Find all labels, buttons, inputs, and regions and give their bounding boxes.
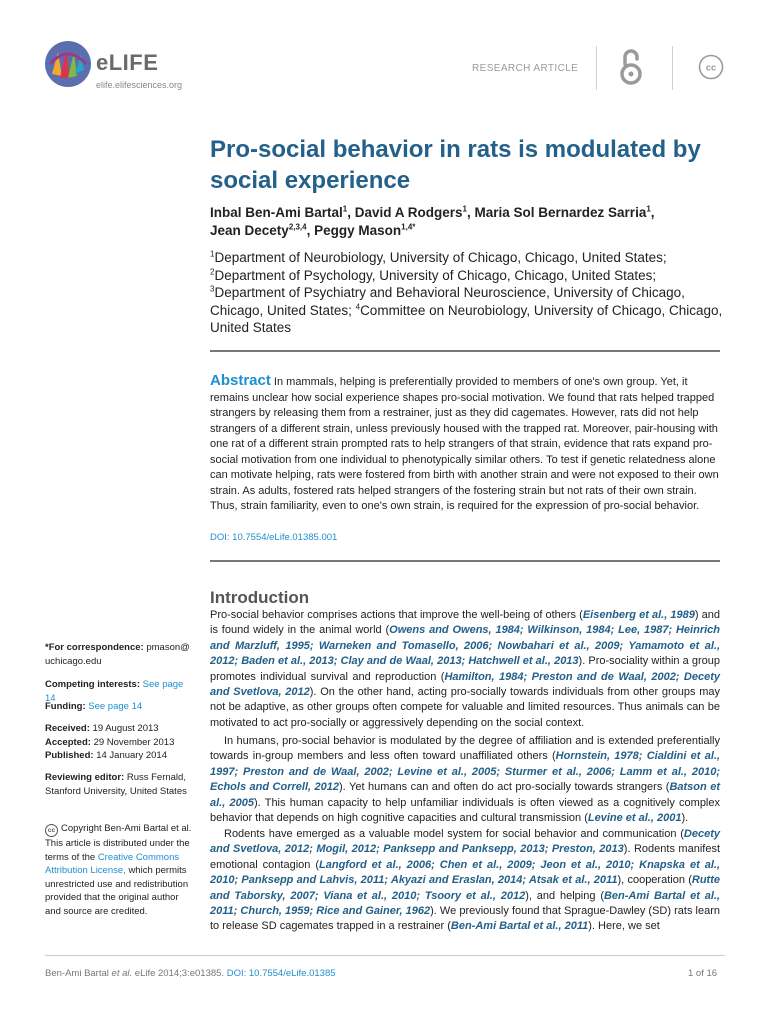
author-affiliation-mark: 1,4* (401, 222, 416, 232)
citation-link[interactable]: Rutte and Taborsky, 2007; Viana et al., 2010; Tsoory et al., 2012 (210, 874, 720, 902)
funding-link[interactable]: See page 14 (88, 701, 143, 712)
citation-link[interactable]: Langford et al., 2006; Chen et al., 2009; Jeon et al., 2010; Knapska et al., 2010; Panksepp and Lahvis, 2011; Akyazi and Eraslan, 2014; Atsak et al., 2011 (210, 858, 720, 887)
body-text: ). (681, 812, 689, 825)
license-link[interactable]: Creative Commons Attribution License, (45, 851, 180, 876)
affiliation-mark: 3 (210, 284, 215, 294)
header-divider (596, 46, 597, 90)
correspondence-note: *For correspondence: pmason@ uchicago.edu (45, 642, 190, 667)
body-text: ). Here, we set (588, 920, 660, 933)
introduction-heading: Introduction (210, 588, 310, 607)
affiliation-mark: 1 (210, 249, 215, 259)
elife-logo-icon (44, 40, 92, 88)
header-divider (672, 46, 673, 90)
reviewing-editor: Reviewing editor: Russ Fernald, Stanford University, United States (45, 772, 187, 797)
author-affiliation-mark: 1 (462, 204, 467, 214)
body-text: ) and is found widely in the animal world ( (210, 609, 720, 637)
cc-small-icon: cc (45, 824, 58, 837)
body-text: ). This human capacity to help unfamiliar individuals is often viewed as a cognitively complex behavior that depends on high cognitive capacities and cultural transmission ( (210, 796, 720, 825)
competing-interests-link[interactable]: See page 14 (45, 679, 184, 704)
intro-paragraph-3 (210, 827, 720, 935)
brand-name: eLIFE (96, 50, 159, 75)
body-text: ), and helping ( (525, 889, 604, 902)
copyright-notice: cc Copyright Ben-Ami Bartal et al. This article is distributed under the terms of the Creative Commons Attribution License, which permits unrestricted use and redistribution provided that the original author and source are credited. (45, 823, 192, 917)
article-title: Pro-social behavior in rats is modulated by social experience (210, 136, 701, 194)
citation-link[interactable]: Batson et al., 2005 (210, 781, 720, 809)
page-number: 1 of 16 (688, 968, 718, 979)
svg-text:cc: cc (705, 62, 717, 74)
body-text: ). We previously found that Sprague-Dawley (SD) rats learn to release SD cagemates trapped in a restrainer ( (210, 905, 720, 933)
author-name: Peggy Mason (314, 223, 402, 238)
body-text: ), cooperation ( (617, 874, 692, 887)
citation-link[interactable]: Ben-Ami Bartal et al., 2011 (450, 920, 589, 933)
body-text: ). Yet humans can and often do act pro-socially towards strangers ( (339, 781, 670, 794)
author-name: Jean Decety (210, 223, 289, 238)
brand-url[interactable]: elife.elifesciences.org (96, 80, 183, 90)
citation-link[interactable]: Hornstein, 1978; Cialdini et al., 1997; Preston and de Waal, 2002; Levine et al., 2005; Sturmer et al., 2006; Lamm et al., 2010; Echols and Correll, 2012 (210, 750, 720, 794)
citation-link[interactable]: Levine et al., 2001 (587, 812, 682, 825)
footer-citation: Ben-Ami Bartal et al. eLife 2014;3:e01385. DOI: 10.7554/eLife.01385 (45, 968, 336, 979)
funding: Funding: See page 14 (45, 701, 143, 712)
intro-paragraph-1 (210, 608, 720, 731)
publication-dates: Received: 19 August 2013 Accepted: 29 November 2013 Published: 14 January 2014 (45, 723, 175, 761)
citation-link[interactable]: Owens and Owens, 1984; Wilkinson, 1984; Lee, 1987; Heinrich and Marzluff, 1995; Warneken and Tomasello, 2006; Nowbahari et al., 2009; Yamamoto et al., 2012; Baden et al., 2013; Clay and de Waal, 2013; Hatchwell et al., 2013 (210, 624, 721, 668)
footer-doi-link[interactable]: DOI: 10.7554/eLife.01385 (226, 968, 336, 979)
section-divider (210, 560, 720, 562)
author-name: Maria Sol Bernardez Sarria (474, 205, 647, 220)
citation-link[interactable]: Hamilton, 1984; Preston and de Waal, 2002; Decety and Svetlova, 2012 (210, 670, 721, 699)
correspondence-email[interactable]: pmason@ uchicago.edu (45, 642, 190, 667)
author-affiliation-mark: 1 (342, 204, 348, 214)
author-list: Inbal Ben-Ami Bartal$^1$, David A Rodgers$^1$, Maria Sol Bernardez Sarria$^1$, Jean Decety$^{2,3,4}$, Peggy Mason$^{1,4*}$ (210, 204, 655, 238)
abstract-doi-link[interactable]: DOI: 10.7554/eLife.01385.001 (210, 532, 338, 543)
footer-divider (45, 955, 725, 956)
body-text: ). Rodents manifest emotional contagion ( (210, 843, 721, 871)
author-name: Inbal Ben-Ami Bartal (210, 205, 343, 220)
affiliation-mark: 2 (210, 267, 215, 276)
citation-link[interactable]: Decety and Svetlova, 2012; Mogil, 2012; Panksepp and Panksepp, 2013; Preston, 2013 (210, 828, 720, 856)
body-text: ). Pro-sociality within a group promotes individual survival and reproduction ( (210, 655, 720, 683)
abstract-heading: Abstract (210, 372, 271, 389)
abstract-block (210, 373, 720, 515)
affiliation-mark: 4 (355, 302, 361, 311)
affiliation-text: Department of Neurobiology, University of Chicago, Chicago, United States; (214, 250, 667, 265)
affiliation-text: Department of Psychology, University of Chicago, Chicago, United States; (214, 267, 657, 283)
affiliation-text: Committee on Neurobiology, University of Chicago, Chicago, United States (210, 302, 723, 335)
citation-link[interactable]: Ben-Ami Bartal et al., 2011; Church, 1959; Rice and Gainer, 1962 (210, 889, 720, 918)
section-divider (210, 350, 720, 352)
article-type-label: RESEARCH ARTICLE (472, 63, 579, 74)
author-name: David A Rodgers (354, 205, 463, 220)
affiliation-list (210, 249, 730, 337)
affiliation-text: Department of Psychiatry and Behavioral Neuroscience, University of Chicago, Chicago, United States; (210, 285, 685, 318)
author-affiliation-mark: 1 (646, 204, 651, 214)
citation-link[interactable]: Eisenberg et al., 1989 (582, 609, 695, 621)
author-affiliation-mark: 2,3,4 (288, 222, 307, 232)
body-text: In humans, pro-social behavior is modulated by the degree of affiliation and is extended preferentially towards in-group members and less often toward unaffiliated others ( (210, 735, 720, 763)
body-text: Pro-social behavior comprises actions that improve the well-being of others ( (210, 609, 583, 621)
intro-paragraph-2 (210, 734, 720, 826)
body-text: ). On the other hand, acting pro-socially towards individuals from other groups may not be adaptive, as other groups often compete for valuable and limited resources. Thus animals can be motivated to act pro-socially or aggressively depending on the social context. (210, 686, 720, 729)
competing-interests: Competing interests: See page 14 (45, 679, 184, 704)
creative-commons-icon (698, 54, 724, 80)
abstract-text: In mammals, helping is preferentially provided to members of one's own group. Yet, it remains unclear how social experience shapes pro-social motivation. We found that rats helped trapped strangers by releasing them from a restrainer, just as they did cagemates. However, rats did not help strangers of a different strain, unless previously housed with the trapped rat. Moreover, pair-housing with one rat of a different strain prompted rats to help strangers of that strain, evidence that rats expand pro-social motivation from one individual to phenotypically similar others. To test if genetic relatedness alone can motivate helping, rats were fostered from birth with another strain and were not exposed to their own strain. As adults, fostered rats helped strangers of the fostering strain but not rats of their own strain. Thus, strain familiarity, even to one's own strain, is required for the expression of pro-social behavior. (210, 376, 719, 512)
open-access-lock-icon (617, 48, 645, 86)
body-text: Rodents have emerged as a valuable model system for social behavior and communication ( (224, 828, 684, 840)
